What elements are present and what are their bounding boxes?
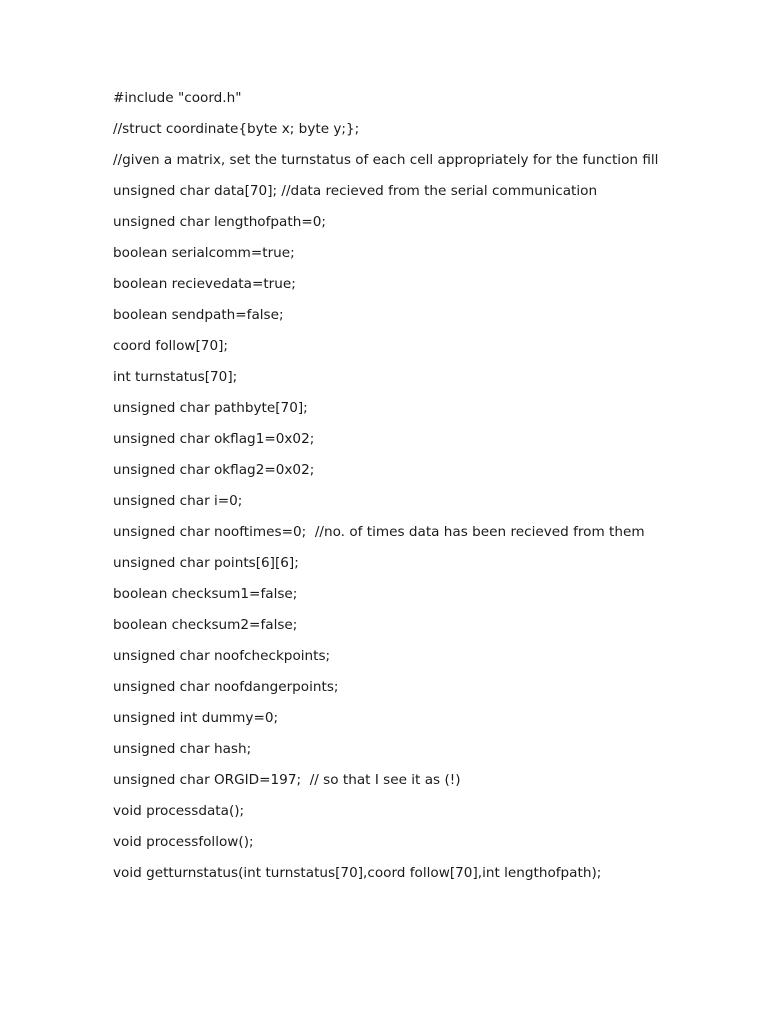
code-line: void processfollow(); <box>113 834 254 850</box>
code-line: boolean sendpath=false; <box>113 307 284 323</box>
code-line: void processdata(); <box>113 803 245 819</box>
code-line: boolean checksum1=false; <box>113 586 298 602</box>
code-line: unsigned char hash; <box>113 741 252 757</box>
code-line: boolean serialcomm=true; <box>113 245 295 261</box>
code-line: unsigned char i=0; <box>113 493 243 509</box>
code-line: #include "coord.h" <box>113 90 242 106</box>
code-line: unsigned char okflag1=0x02; <box>113 431 315 447</box>
code-line: int turnstatus[70]; <box>113 369 238 385</box>
code-line: unsigned char nooftimes=0; //no. of times data has been recieved from them <box>113 524 645 540</box>
code-line: //struct coordinate{byte x; byte y;}; <box>113 121 360 137</box>
code-line: unsigned char noofdangerpoints; <box>113 679 339 695</box>
code-line: unsigned char points[6][6]; <box>113 555 299 571</box>
code-line: unsigned char noofcheckpoints; <box>113 648 331 664</box>
code-line: coord follow[70]; <box>113 338 228 354</box>
code-line: unsigned int dummy=0; <box>113 710 279 726</box>
code-line: //given a matrix, set the turnstatus of each cell appropriately for the function fill <box>113 152 659 168</box>
code-line: void getturnstatus(int turnstatus[70],coord follow[70],int lengthofpath); <box>113 865 602 881</box>
code-line: boolean recievedata=true; <box>113 276 296 292</box>
code-line: unsigned char ORGID=197; // so that I see it as (!) <box>113 772 461 788</box>
code-line: unsigned char lengthofpath=0; <box>113 214 326 230</box>
code-line: unsigned char pathbyte[70]; <box>113 400 308 416</box>
code-line: boolean checksum2=false; <box>113 617 298 633</box>
code-listing <box>113 89 673 895</box>
code-line: unsigned char data[70]; //data recieved from the serial communication <box>113 183 598 199</box>
code-line: unsigned char okflag2=0x02; <box>113 462 315 478</box>
